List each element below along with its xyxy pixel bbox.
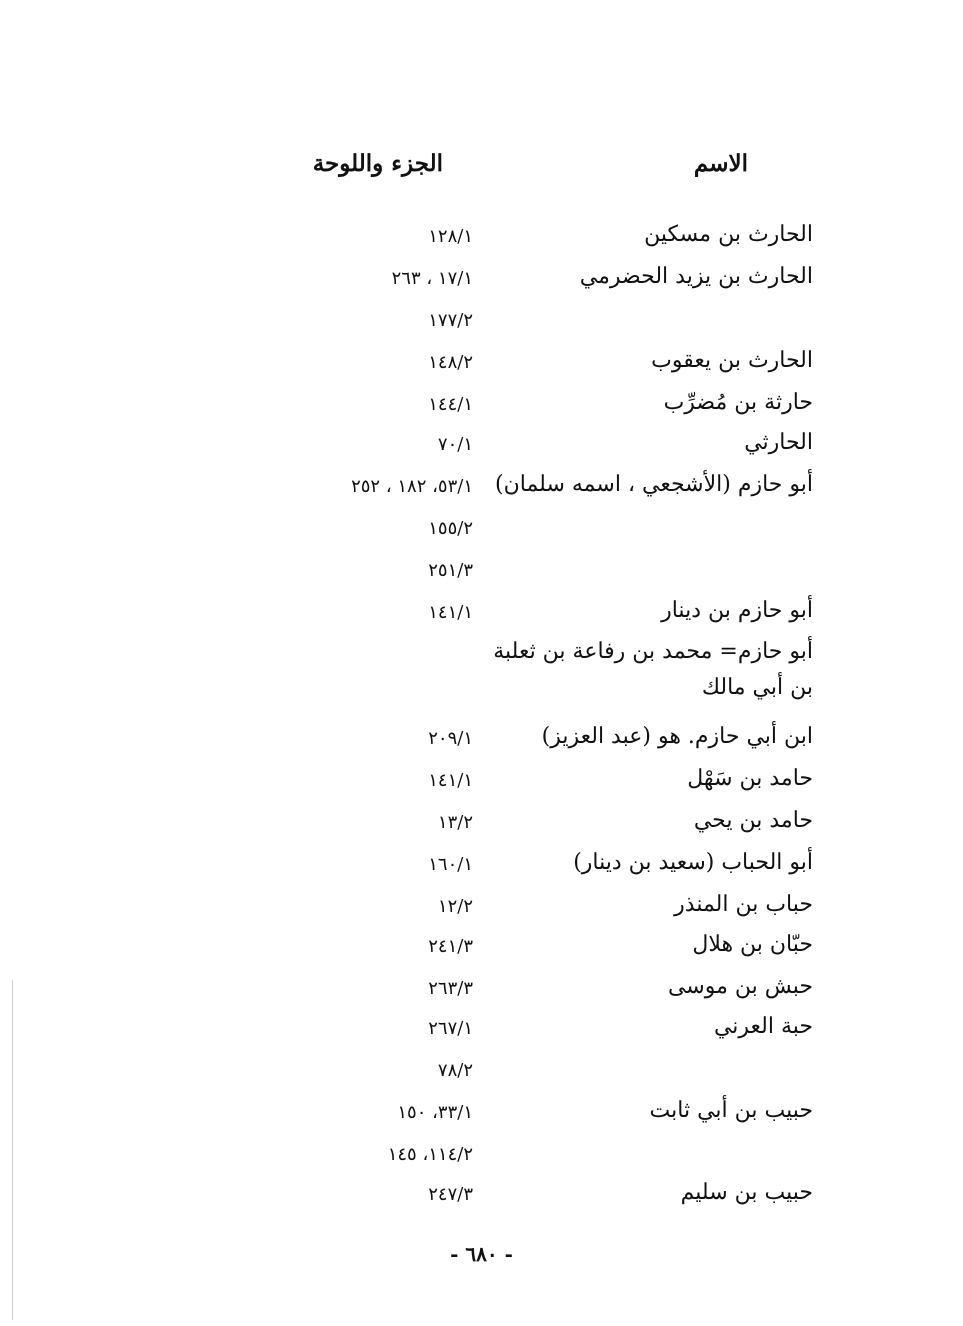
index-row	[0, 1096, 963, 1136]
page-number: - ٦٨٠ -	[450, 1242, 513, 1266]
index-row	[0, 806, 963, 846]
index-row	[0, 930, 963, 970]
entry-ref: ١٦٠/١	[428, 854, 473, 875]
entry-name: أبو حازم (الأشجعي ، اسمه سلمان)	[495, 472, 813, 497]
entry-ref: ٢٦٧/١	[428, 1018, 473, 1039]
entry-ref: ٢٤١/٣	[428, 936, 473, 957]
index-row	[0, 512, 963, 552]
ref-column-header: الجزء واللوحة	[312, 150, 443, 177]
entry-name: الحارث بن يزيد الحضرمي	[579, 264, 813, 289]
index-row	[0, 388, 963, 428]
entry-ref: ١٣/٢	[437, 812, 473, 833]
entry-ref: ١٤١/١	[428, 602, 473, 623]
index-row	[0, 1138, 963, 1178]
entry-name: الحارثي	[744, 430, 813, 455]
index-row	[0, 1178, 963, 1218]
entry-ref: ٢٤٧/٣	[428, 1184, 473, 1205]
entry-name: أبو حازم= محمد بن رفاعة بن ثعلبة بن أبي مالك	[493, 639, 813, 700]
entry-name: حباب بن المنذر	[674, 892, 813, 917]
index-row	[0, 428, 963, 468]
entry-name: ابن أبي حازم. هو (عبد العزيز)	[541, 724, 813, 749]
index-row	[0, 1012, 963, 1052]
index-row	[0, 848, 963, 888]
entry-name: حبش بن موسى	[667, 974, 813, 999]
entry-ref: ١٢/٢	[437, 896, 473, 917]
index-row	[0, 722, 963, 762]
entry-name: حبيب بن أبي ثابت	[649, 1098, 813, 1123]
entry-ref: ٧٨/٢	[437, 1060, 473, 1081]
index-row	[0, 554, 963, 594]
index-row	[0, 470, 963, 510]
entry-name: حامد بن سَهْل	[687, 766, 813, 791]
entry-ref: ٣٣/١، ١٥٠	[397, 1102, 473, 1123]
entry-ref: ١٧/١ ، ٢٦٣	[391, 268, 473, 289]
entry-name: أبو الحباب (سعيد بن دينار)	[573, 850, 813, 875]
entry-ref: ١٤١/١	[428, 770, 473, 791]
index-row	[0, 972, 963, 1012]
index-row	[0, 1054, 963, 1094]
index-row	[0, 304, 963, 344]
entry-ref: ١٥٥/٢	[428, 518, 473, 539]
entry-ref: ٥٣/١، ١٨٢ ، ٢٥٢	[351, 476, 473, 497]
name-column-header: الاسم	[693, 150, 748, 177]
index-row	[0, 262, 963, 302]
entry-ref: ١١٤/٢، ١٤٥	[387, 1144, 473, 1165]
entry-name: حبّان بن هلال	[692, 932, 813, 957]
index-row	[0, 764, 963, 804]
entry-name: حارثة بن مُضرِّب	[663, 390, 813, 415]
entry-ref: ٢٠٩/١	[428, 728, 473, 749]
entry-name: أبو حازم بن دينار	[661, 598, 813, 623]
entry-ref: ١٧٧/٢	[428, 310, 473, 331]
entry-name: حبة العرني	[713, 1014, 813, 1039]
entry-ref: ٧٠/١	[437, 434, 473, 455]
entry-ref: ١٤٤/١	[428, 394, 473, 415]
entry-ref: ١٤٨/٢	[428, 352, 473, 373]
entry-ref: ٢٦٣/٣	[428, 978, 473, 999]
entry-name: الحارث بن يعقوب	[651, 348, 813, 373]
index-row	[0, 634, 963, 714]
index-row	[0, 346, 963, 386]
index-row	[0, 596, 963, 636]
index-row	[0, 890, 963, 930]
entry-name: حبيب بن سليم	[680, 1180, 813, 1205]
entry-name: حامد بن يحي	[693, 808, 813, 833]
entry-ref: ١٢٨/١	[428, 226, 473, 247]
index-row	[0, 220, 963, 260]
entry-name: الحارث بن مسكين	[644, 222, 813, 247]
entry-ref: ٢٥١/٣	[428, 560, 473, 581]
